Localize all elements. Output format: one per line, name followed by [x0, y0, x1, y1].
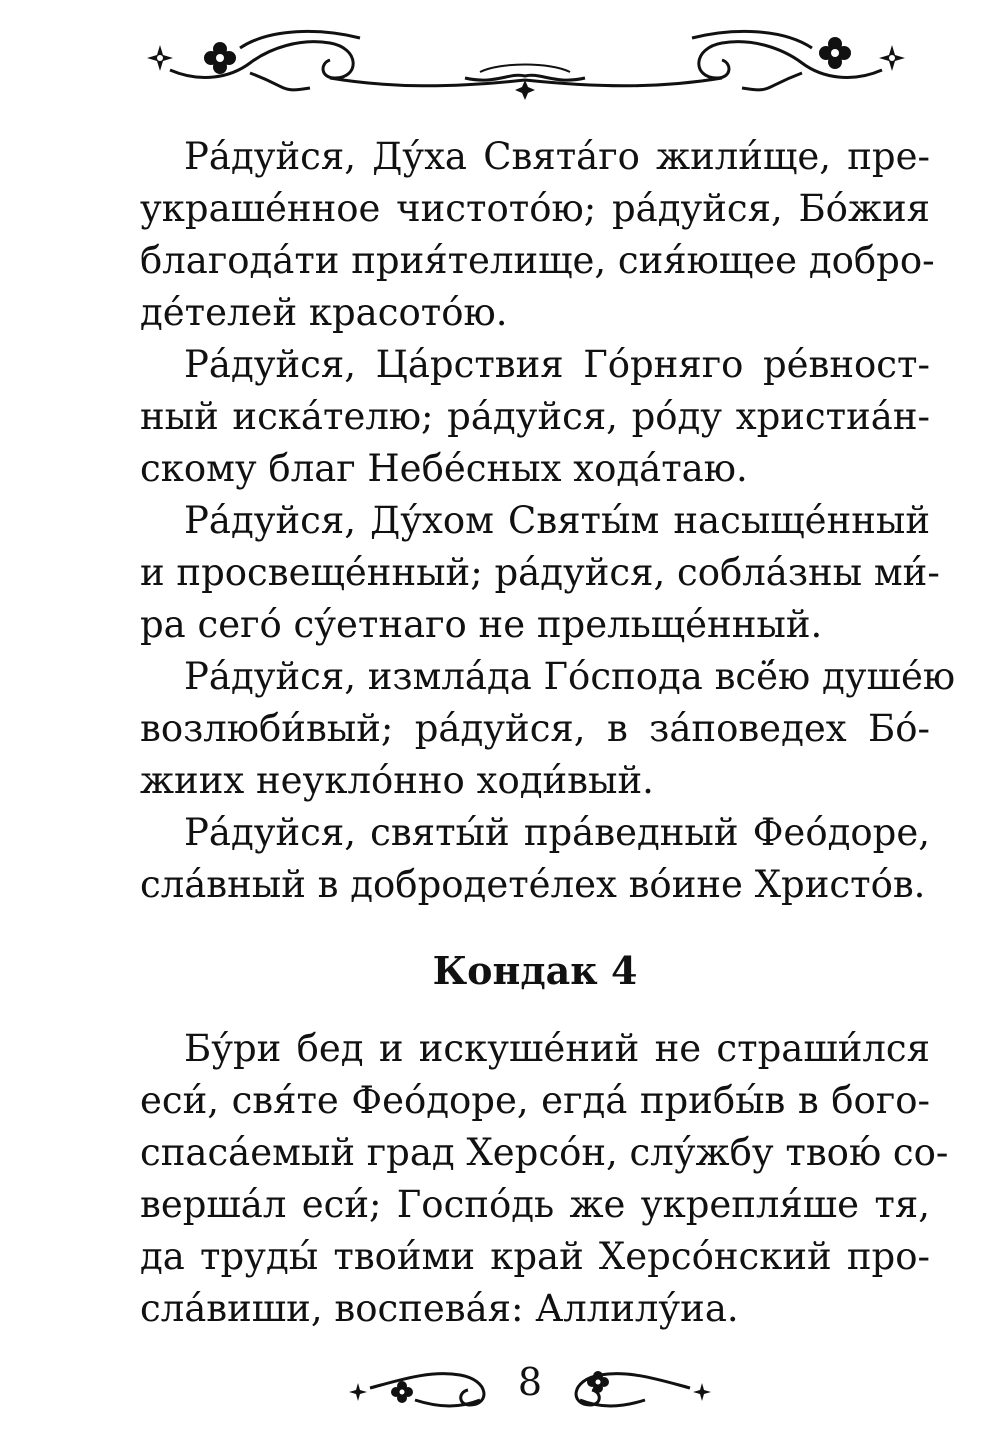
text-line: Ра́дуйся, Ду́ха Свята́го жили́ще, пре-	[184, 135, 930, 178]
text-line: и просвеще́нный; ра́дуйся, собла́зны ми́-	[140, 551, 940, 594]
section-heading: Кондак 4	[432, 948, 638, 993]
paragraph	[140, 495, 940, 651]
text-line: да труды́ твои́ми край Херсо́нский про-	[140, 1235, 930, 1278]
text-line: еси́, свя́те Фео́доре, егда́ прибы́в в бого-	[140, 1079, 930, 1122]
left-flower-icon	[204, 42, 236, 74]
left-star-icon	[349, 1383, 367, 1401]
text-line: возлюби́вый; ра́дуйся, в за́поведех Бо́-	[140, 707, 930, 750]
paragraph	[140, 651, 956, 807]
text-line: спаса́емый град Херсо́н, слу́жбу твою́ со-	[140, 1131, 949, 1174]
text-line: ра сего́ су́етнаго не прельще́нный.	[140, 603, 823, 646]
left-flower-icon	[391, 1381, 413, 1403]
page-number: 8	[517, 1360, 543, 1404]
text-line: де́телей красото́ю.	[140, 291, 508, 334]
body-text-kondak	[140, 1023, 949, 1335]
page-footer	[340, 1350, 720, 1420]
body-text-top	[140, 131, 956, 911]
text-line: благода́ти прия́телище, сия́ющее добро-	[140, 239, 935, 282]
left-swirl-icon	[370, 1374, 484, 1406]
paragraph	[140, 807, 930, 911]
text-line: украше́нное чистото́ю; ра́дуйся, Бо́жия	[140, 187, 930, 230]
text-line: верша́л еси́; Госпо́дь же укрепля́ше тя,	[140, 1183, 930, 1226]
top-ornament	[130, 18, 920, 113]
right-star-icon	[693, 1383, 711, 1401]
right-star-icon	[879, 45, 905, 71]
text-line: ный иска́телю; ра́дуйся, ро́ду христиа́н-	[140, 395, 930, 438]
text-line: Ра́дуйся, святы́й пра́ведный Фео́доре,	[184, 811, 930, 854]
text-line: жиих неукло́нно ходи́вый.	[140, 759, 654, 802]
text-line: сла́вный в добродете́лех во́ине Христо́в.	[140, 863, 926, 906]
text-line: сла́виши, воспева́я: Аллилу́иа.	[140, 1287, 739, 1330]
text-line: Ра́дуйся, измла́да Го́спода всё́ю душе́ю	[184, 655, 956, 698]
right-flower-icon	[819, 37, 851, 69]
left-star-icon	[147, 45, 173, 71]
text-line: Бу́ри бед и искуше́ний не страши́лся	[184, 1027, 930, 1070]
text-line: Ра́дуйся, Ду́хом Святы́м насыще́нный	[184, 499, 930, 542]
text-line: Ра́дуйся, Ца́рствия Го́рняго ре́вност-	[184, 343, 930, 386]
paragraph	[140, 131, 935, 339]
text-line: скому благ Небе́сных хода́таю.	[140, 447, 748, 490]
paragraph	[140, 339, 930, 495]
swirl-ornament-icon	[170, 31, 882, 89]
